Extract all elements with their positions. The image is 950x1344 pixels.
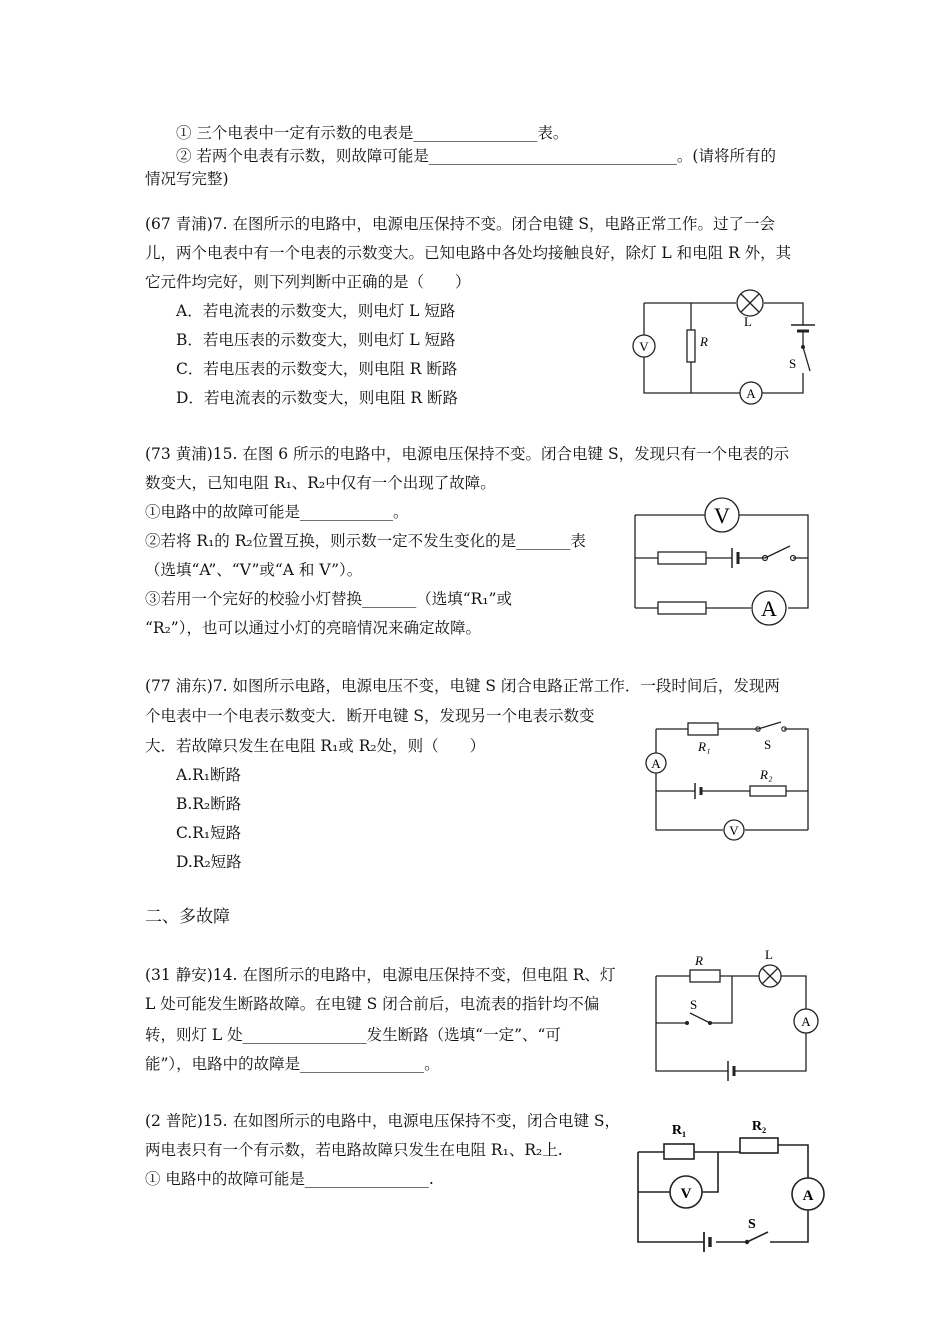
p67-circuit-diagram <box>628 285 818 410</box>
p2-stem-line-2: 两电表只有一个有示数，若电路故障只发生在电阻 R₁、R₂上. <box>145 1141 563 1159</box>
p77-stem-line-3: 大．若故障只发生在电阻 R₁或 R₂处，则（ ） <box>145 737 486 755</box>
p67-stem-line-3: 它元件均完好，则下列判断中正确的是（ ） <box>145 273 471 291</box>
p77-stem-line-2: 个电表中一个电表示数变大．断开电键 S，发现另一个电表示数变 <box>145 707 595 725</box>
p73-question-2: ②若将 R₁的 R₂位置互换，则示数一定不发生变化的是_______表 <box>145 532 586 550</box>
p31-fig-s-label: S <box>690 997 698 1012</box>
p67-fig-l-label: L <box>744 314 752 329</box>
p73-stem-line-1: (73 黄浦)15. 在图 6 所示的电路中，电源电压保持不变。闭合电键 S，发现只有一个电表的示 <box>145 445 790 463</box>
p77-option-d: D.R₂短路 <box>176 853 242 871</box>
p77-fig-v-label: V <box>729 823 739 838</box>
p2-fig-r2-label: R₂ <box>751 1119 767 1134</box>
p73-circuit-diagram <box>630 490 815 625</box>
p73-fig-v-label: V <box>714 503 730 528</box>
p77-option-c: C.R₁短路 <box>176 824 242 842</box>
p73-stem-line-2: 数变大，已知电阻 R₁、R₂中仅有一个出现了故障。 <box>145 474 496 492</box>
p67-fig-r-label: R <box>700 334 708 349</box>
p77-fig-r2-label: R₂ <box>760 767 773 782</box>
p2-question-1: ① 电路中的故障可能是________________. <box>145 1170 434 1188</box>
p67-fig-a-label: A <box>746 386 756 401</box>
p31-stem-line-3: 转，则灯 L 处________________发生断路（选填“一定”、“可 <box>145 1026 561 1044</box>
p2-circuit-diagram <box>630 1112 830 1252</box>
p31-fig-r-label: R <box>695 953 703 968</box>
p31-stem-line-2: L 处可能发生断路故障。在电键 S 闭合前后，电流表的指针均不偏 <box>145 995 600 1013</box>
p77-circuit-diagram <box>640 717 815 847</box>
p67-fig-s-label: S <box>789 356 797 371</box>
p2-fig-v-label: V <box>680 1186 692 1202</box>
p67-stem-line-2: 儿，两个电表中有一个电表的示数变大。已知电路中各处均接触良好，除灯 L 和电阻 R 外，其 <box>145 244 792 262</box>
p73-fig-a-label: A <box>761 596 777 621</box>
p67-fig-v-label: V <box>639 339 649 354</box>
p2-fig-s-label: S <box>748 1217 756 1232</box>
p31-circuit-diagram <box>642 943 822 1083</box>
p77-fig-r1-label: R₁ <box>698 739 711 754</box>
p31-stem-line-1: (31 静安)14. 在图所示的电路中，电源电压保持不变，但电阻 R、灯 <box>145 966 616 984</box>
p77-option-b: B.R₂断路 <box>176 795 242 813</box>
p31-stem-line-4: 能”），电路中的故障是________________。 <box>145 1055 440 1073</box>
p73-question-3: ③若用一个完好的校验小灯替换_______（选填“R₁”或 <box>145 590 512 608</box>
p77-fig-s-label: S <box>764 737 772 752</box>
p2-fig-a-label: A <box>802 1188 814 1204</box>
intro-question-2: ② 若两个电表有示数，则故障可能是________________________________。(请将所有的 <box>176 147 776 165</box>
p31-fig-a-label: A <box>801 1014 811 1029</box>
p67-stem-line-1: (67 青浦)7. 在图所示的电路中，电源电压保持不变。闭合电键 S，电路正常工作。过了一会 <box>145 215 776 233</box>
p73-question-2-cont: （选填“A”、“V”或“A 和 V”）。 <box>145 561 363 579</box>
intro-question-1: ① 三个电表中一定有示数的电表是________________表。 <box>176 124 569 142</box>
p77-stem-line-1: (77 浦东)7. 如图所示电路，电源电压不变，电键 S 闭合电路正常工作．一段时间后，发现两 <box>145 677 780 695</box>
p67-option-a: A．若电流表的示数变大，则电灯 L 短路 <box>176 302 456 320</box>
p2-fig-r1-label: R₁ <box>671 1123 687 1138</box>
p77-fig-a-label: A <box>651 756 661 771</box>
p73-question-1: ①电路中的故障可能是____________。 <box>145 503 409 521</box>
p67-option-d: D．若电流表的示数变大，则电阻 R 断路 <box>176 389 458 407</box>
p31-fig-l-label: L <box>765 947 773 962</box>
intro-question-2-cont: 情况写完整) <box>145 170 229 188</box>
p2-stem-line-1: (2 普陀)15. 在如图所示的电路中，电源电压保持不变，闭合电键 S， <box>145 1112 621 1130</box>
section-2-heading: 二、多故障 <box>145 907 230 927</box>
p77-option-a: A.R₁断路 <box>176 766 242 784</box>
p73-question-3-cont: “R₂”），也可以通过小灯的亮暗情况来确定故障。 <box>145 619 481 637</box>
p67-option-b: B．若电压表的示数变大，则电灯 L 短路 <box>176 331 456 349</box>
p67-option-c: C．若电压表的示数变大，则电阻 R 断路 <box>176 360 458 378</box>
